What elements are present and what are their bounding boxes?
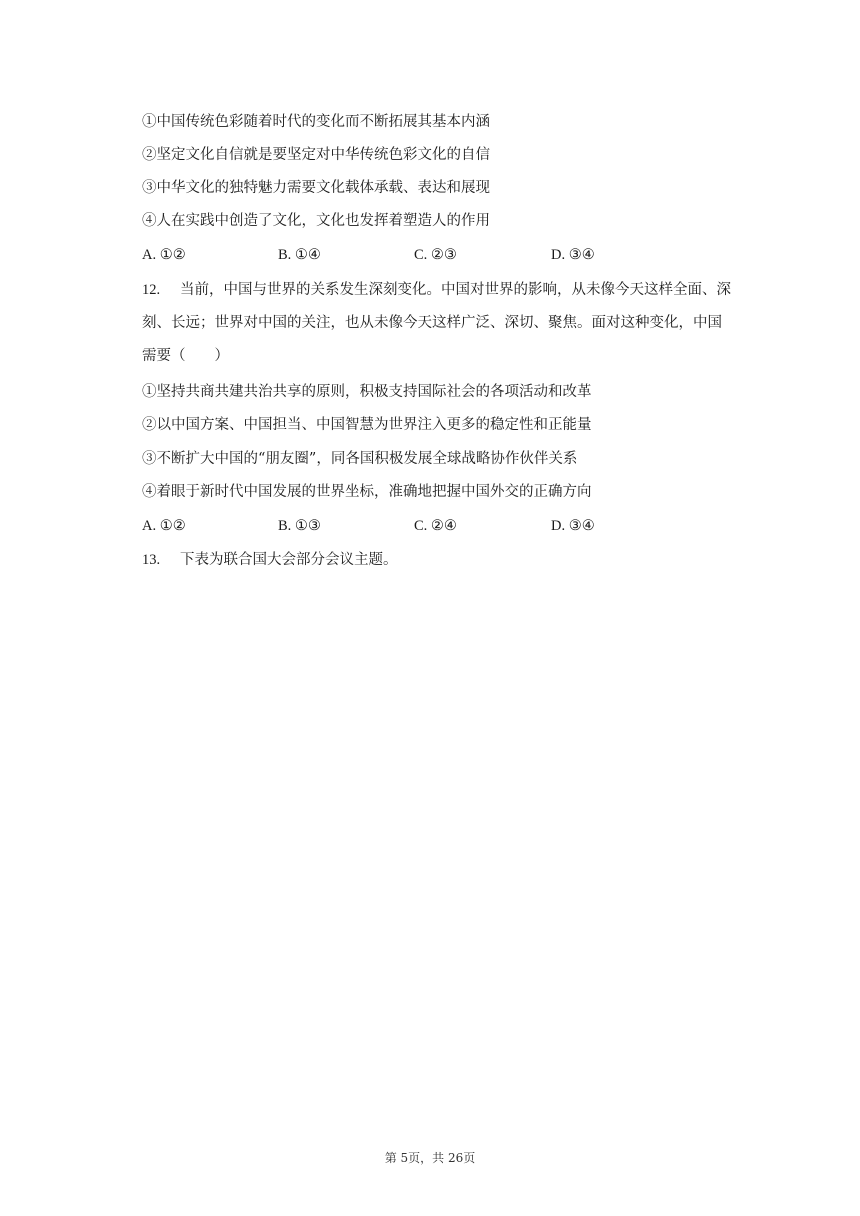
q13-stem-line [142, 550, 398, 570]
q12-number: 12. [142, 282, 161, 298]
q12-statement-2: ②以中国方案、中国担当、中国智慧为世界注入更多的稳定性和正能量 [142, 417, 592, 433]
q11-statement-2: ②坚定文化自信就是要坚定对中华传统色彩文化的自信 [142, 147, 490, 163]
q12-statement-1: ①坚持共商共建共治共享的原则，积极支持国际社会的各项活动和改革 [142, 384, 592, 400]
q12-option-b[interactable]: B. ①③ [278, 518, 321, 534]
q11-option-b[interactable]: B. ①④ [278, 247, 321, 263]
q12-stem-text-1: 当前，中国与世界的关系发生深刻变化。中国对世界的影响，从未像今天这样全面、深 [180, 282, 731, 298]
page-number-footer: 第 5页，共 26页 [384, 1151, 476, 1165]
q12-option-c[interactable]: C. ②④ [414, 518, 457, 534]
q12-options [142, 516, 742, 536]
q11-option-d[interactable]: D. ③④ [551, 247, 595, 263]
q11-options [142, 245, 742, 265]
q12-stem-line-2: 刻、长远；世界对中国的关注，也从未像今天这样广泛、深切、聚焦。面对这种变化，中国 [142, 315, 722, 331]
q12-option-d[interactable]: D. ③④ [551, 518, 595, 534]
q11-statement-3: ③中华文化的独特魅力需要文化载体承载、表达和展现 [142, 180, 490, 196]
q12-statement-4: ④着眼于新时代中国发展的世界坐标，准确地把握中国外交的正确方向 [142, 484, 592, 500]
q13-number: 13. [142, 552, 161, 568]
q11-option-a[interactable]: A. ①② [142, 247, 186, 263]
q11-option-c[interactable]: C. ②③ [414, 247, 457, 263]
q12-option-a[interactable]: A. ①② [142, 518, 186, 534]
q12-stem-line-1 [142, 280, 731, 300]
q11-statement-1: ①中国传统色彩随着时代的变化而不断拓展其基本内涵 [142, 114, 490, 130]
q12-statement-3: ③不断扩大中国的“朋友圈”，同各国积极发展全球战略协作伙伴关系 [142, 451, 578, 467]
q13-stem-text: 下表为联合国大会部分会议主题。 [180, 552, 398, 568]
q11-statement-4: ④人在实践中创造了文化，文化也发挥着塑造人的作用 [142, 213, 490, 229]
q12-stem-line-3: 需要（ ） [142, 348, 229, 364]
